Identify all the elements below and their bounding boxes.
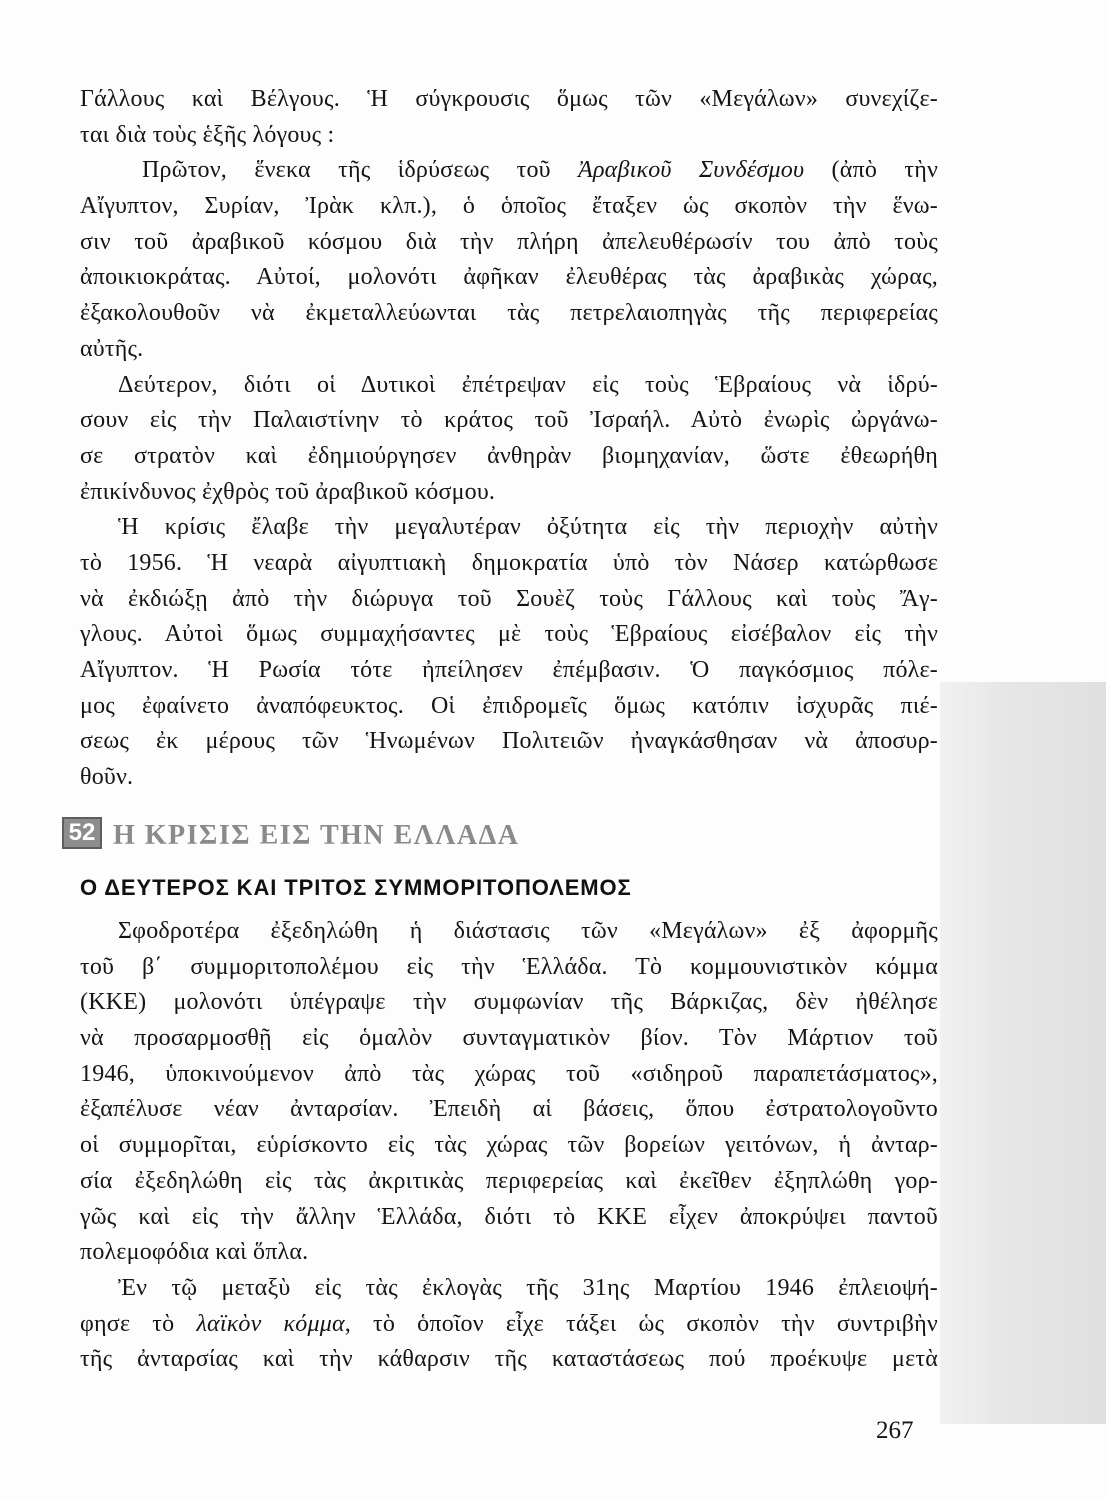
text-line: γλους. Αὐτοὶ ὅμως συμμαχήσαντες μὲ τοὺς Ἑβραίους εἰσέβαλον εἰς τὴν	[80, 621, 938, 648]
text-line: ται διὰ τοὺς ἑξῆς λόγους :	[80, 121, 335, 148]
text-line: Ἡ κρίσις ἔλαβε τὴν μεγαλυτέραν ὀξύτητα εἰς τὴν περιοχὴν αὐτὴν	[118, 514, 938, 541]
text-line: αὐτῆς.	[80, 335, 144, 362]
text-line: σε στρατὸν καὶ ἐδημιούργησεν ἀνθηρὰν βιομηχανίαν, ὥστε ἐθεωρήθη	[80, 442, 938, 469]
text-line: ἀποικιοκράτας. Αὐτοί, μολονότι ἀφῆκαν ἐλευθέρας τὰς ἀραβικὰς χώρας,	[80, 264, 938, 291]
italic-term: λαϊκὸν κόμμα	[196, 1310, 345, 1337]
text-line: γῶς καὶ εἰς τὴν ἄλλην Ἑλλάδα, διότι τὸ ΚΚΕ εἶχεν ἀποκρύψει παντοῦ	[80, 1203, 938, 1230]
text-line: ἐξακολουθοῦν νὰ ἐκμεταλλεύωνται τὰς πετρελαιοπηγὰς τῆς περιφερείας	[80, 300, 938, 327]
italic-term: Ἀραβικοῦ Συνδέσμου	[578, 157, 805, 184]
text-line: Σφοδροτέρα ἐξεδηλώθη ἡ διάστασις τῶν «Μεγάλων» ἐξ ἀφορμῆς	[118, 918, 938, 944]
text-line: τὸ 1956. Ἡ νεαρὰ αἰγυπτιακὴ δημοκρατία ὑπὸ τὸν Νάσερ κατώρθωσε	[80, 549, 938, 576]
text-segment: (ἀπὸ τὴν	[831, 157, 939, 184]
text-line: Ἐν τῷ μεταξὺ εἰς τὰς ἐκλογὰς τῆς 31ης Μαρτίου 1946 ἐπλειοψή-	[118, 1274, 938, 1301]
text-line: πολεμοφόδια καὶ ὅπλα.	[80, 1239, 309, 1266]
text-line: 1946, ὑποκινούμενον ἀπὸ τὰς χώρας τοῦ «σιδηροῦ παραπετάσματος»,	[80, 1060, 938, 1087]
text-line: μος ἐφαίνετο ἀναπόφευκτος. Οἱ ἐπιδρομεῖς ὅμως κατόπιν ἰσχυρᾶς πιέ-	[80, 692, 938, 719]
text-segment: Πρῶτον, ἕνεκα τῆς ἱδρύσεως τοῦ	[142, 157, 551, 184]
text-line: σιν τοῦ ἀραβικοῦ κόσμου διὰ τὴν πλήρη ἀπελευθέρωσίν του ἀπὸ τοὺς	[80, 228, 938, 255]
text-line: νὰ προσαρμοσθῇ εἰς ὁμαλὸν συνταγματικὸν βίον. Τὸν Μάρτιον τοῦ	[80, 1025, 938, 1052]
text-line: Γάλλους καὶ Βέλγους. Ἡ σύγκρουσις ὅμως τῶν «Μεγάλων» συνεχίζε-	[80, 86, 938, 112]
text-line: θοῦν.	[80, 764, 134, 791]
section-subtitle: Ο ΔΕΥΤΕΡΟΣ ΚΑΙ ΤΡΙΤΟΣ ΣΥΜΜΟΡΙΤΟΠΟΛΕΜΟΣ	[80, 875, 632, 900]
text-segment: , τὸ ὁποῖον εἶχε τάξει ὡς σκοπὸν τὴν συντριβὴν	[344, 1310, 938, 1337]
text-line: οἱ συμμορῖται, εὑρίσκοντο εἰς τὰς χώρας τῶν βορείων γειτόνων, ἡ ἀνταρ-	[80, 1132, 938, 1159]
text-line: Αἴγυπτον. Ἡ Ρωσία τότε ἠπείλησεν ἐπέμβασιν. Ὁ παγκόσμιος πόλε-	[80, 657, 938, 683]
text-column-intro	[80, 82, 938, 796]
text-line: σία ἐξεδηλώθη εἰς τὰς ἀκριτικὰς περιφερείας καὶ ἐκεῖθεν ἐξηπλώθη γορ-	[80, 1167, 938, 1194]
bleed-through-shadow	[940, 682, 1106, 1424]
text-line: σεως ἐκ μέρους τῶν Ἡνωμένων Πολιτειῶν ἠναγκάσθησαν νὰ ἀποσυρ-	[80, 728, 938, 755]
section-number-badge: 52	[62, 817, 102, 849]
text-column-section	[80, 914, 938, 1378]
text-line: τοῦ β΄ συμμοριτοπολέμου εἰς τὴν Ἑλλάδα. Τὸ κομμουνιστικὸν κόμμα	[80, 953, 938, 980]
section-title: Η ΚΡΙΣΙΣ ΕΙΣ ΤΗΝ ΕΛΛΑΔΑ	[113, 820, 520, 851]
text-line: Δεύτερον, διότι οἱ Δυτικοὶ ἐπέτρεψαν εἰς τοὺς Ἑβραίους νὰ ἱδρύ-	[118, 371, 938, 398]
text-line: τῆς ἀνταρσίας καὶ τὴν κάθαρσιν τῆς καταστάσεως πού προέκυψε μετὰ	[80, 1346, 938, 1373]
page-number: 267	[876, 1417, 914, 1444]
text-line: ἐπικίνδυνος ἐχθρὸς τοῦ ἀραβικοῦ κόσμου.	[80, 478, 496, 505]
text-line: (ΚΚΕ) μολονότι ὑπέγραψε τὴν συμφωνίαν τῆς Βάρκιζας, δὲν ἠθέλησε	[80, 989, 938, 1016]
text-line: ἐξαπέλυσε νέαν ἀνταρσίαν. Ἐπειδὴ αἱ βάσεις, ὅπου ἐστρατολογοῦντο	[80, 1096, 938, 1123]
text-segment: φησε τὸ	[80, 1310, 175, 1337]
text-line	[80, 153, 938, 189]
text-line: Αἴγυπτον, Συρίαν, Ἰρὰκ κλπ.), ὁ ὁποῖος ἔταξεν ὡς σκοπὸν τὴν ἕνω-	[80, 193, 938, 220]
text-line	[80, 1307, 938, 1343]
text-line: νὰ ἐκδιώξῃ ἀπὸ τὴν διώρυγα τοῦ Σουὲζ τοὺς Γάλλους καὶ τοὺς Ἄγ-	[80, 585, 938, 612]
text-line: σουν εἰς τὴν Παλαιστίνην τὸ κράτος τοῦ Ἰσραήλ. Αὐτὸ ἐνωρὶς ὠργάνω-	[80, 407, 938, 434]
